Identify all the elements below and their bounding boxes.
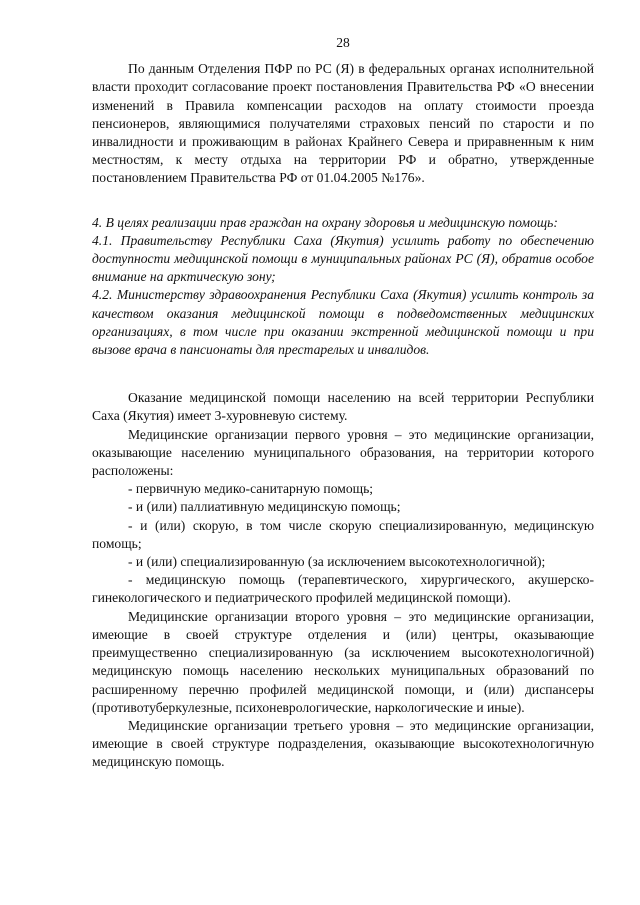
list-item: - и (или) скорую, в том числе скорую специализированную, медицинскую помощь; — [92, 517, 594, 551]
list-item: - и (или) специализированную (за исключением высокотехнологичной); — [128, 554, 546, 570]
recommendations-section — [92, 214, 594, 360]
second-level-paragraph: Медицинские организации второго уровня – это медицинские организации, имеющие в своей структуре отделения и (или) центры, оказывающие преимущественно специализированную (за исключением высокотехнологичной) медицинскую помощь населению нескольких муниципальных образований по расширенному перечню профилей медицинской помощи, и (или) диспансеры (противотуберкулезные, психоневрологические, наркологические и иные). — [92, 608, 594, 715]
first-level-paragraph: Медицинские организации первого уровня – это медицинские организации, оказывающие населению муниципального образования, на территории которого расположены: — [92, 426, 594, 479]
list-item: - первичную медико-санитарную помощь; — [128, 481, 374, 497]
levels-intro-paragraph: Оказание медицинской помощи населению на всей территории Республики Саха (Якутия) имеет 3-хуровневую систему. — [92, 390, 594, 424]
third-level-paragraph: Медицинские организации третьего уровня – это медицинские организации, имеющие в своей структуре подразделения, оказывающие высокотехнологичную медицинскую помощь. — [92, 717, 594, 770]
recommendation-4: 4. В целях реализации прав граждан на охрану здоровья и медицинскую помощь: — [92, 214, 558, 230]
list-item: - медицинскую помощь (терапевтического, хирургического, акушерско-гинекологического и педиатрического профилей медицинской помощи). — [92, 572, 594, 606]
list-item: - и (или) паллиативную медицинскую помощь; — [128, 499, 401, 515]
recommendation-4-1: 4.1. Правительству Республики Саха (Якутия) усилить работу по обеспечению доступности медицинской помощи в муниципальных районах РС (Я), обратив особое внимание на арктическую зону; — [92, 232, 594, 285]
intro-paragraph: По данным Отделения ПФР по РС (Я) в федеральных органах исполнительной власти проходит согласование проект постановления Правительства РФ «О внесении изменений в Правила компенсации расходов на оплату стоимости проезда пенсионеров, являющимися получателями страховых пенсий по старости и по инвалидности и проживающим в районах Крайнего Севера и приравненным к ним местностям, к месту отдыха на территории РФ и обратно, утвержденные постановлением Правительства РФ от 01.04.2005 №176». — [92, 61, 594, 186]
medical-levels-section — [92, 389, 594, 771]
page-number: 28 — [336, 35, 350, 50]
recommendation-4-2: 4.2. Министерству здравоохранения Республики Саха (Якутия) усилить контроль за качеством оказания медицинской помощи в подведомственных медицинских организациях, в том числе при оказании экстренной медицинской помощи и при вызове врача в пансионаты для престарелых и инвалидов. — [92, 287, 594, 358]
